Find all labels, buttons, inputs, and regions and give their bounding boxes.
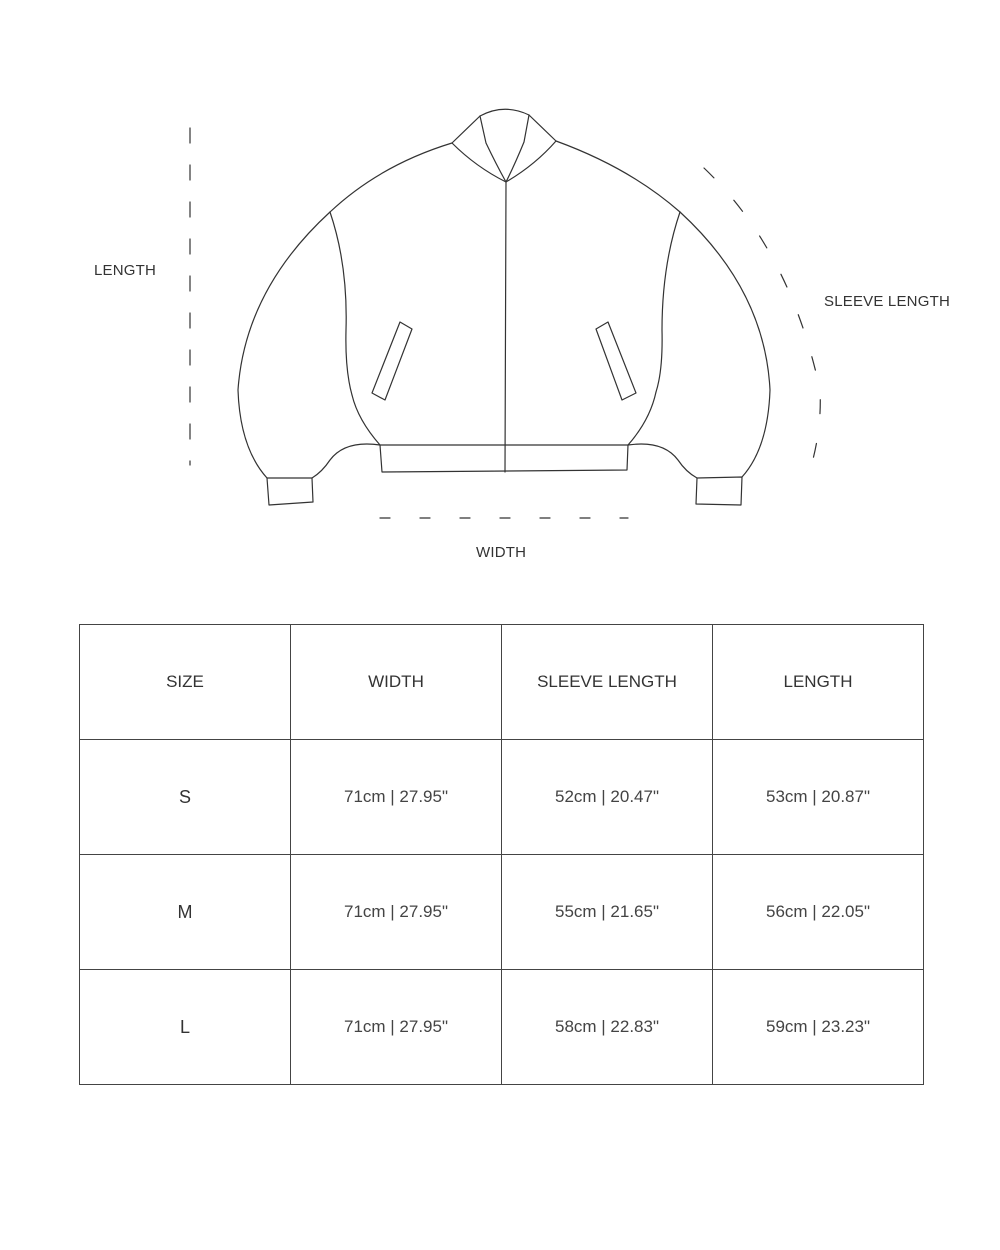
header-width: WIDTH (291, 625, 502, 740)
zipper-line (505, 182, 506, 472)
length-cell: 59cm | 23.23" (713, 970, 924, 1085)
right-sleeve-seam (656, 212, 680, 392)
sleeve-dimension-line (704, 168, 820, 470)
left-sleeve-inner (312, 395, 380, 478)
right-pocket (596, 322, 636, 400)
width-cell: 71cm | 27.95" (291, 740, 502, 855)
left-sleeve-seam (330, 212, 352, 395)
header-size: SIZE (80, 625, 291, 740)
collar-outline (452, 109, 556, 182)
right-sleeve-inner (628, 392, 697, 478)
sleeve-length-cell: 58cm | 22.83" (502, 970, 713, 1085)
left-sleeve-outer (238, 212, 330, 478)
right-cuff (696, 477, 742, 505)
width-cell: 71cm | 27.95" (291, 970, 502, 1085)
header-length: LENGTH (713, 625, 924, 740)
sleeve-length-cell: 55cm | 21.65" (502, 855, 713, 970)
table-row (80, 740, 924, 855)
table-row (80, 970, 924, 1085)
length-label: LENGTH (94, 262, 157, 279)
left-shoulder (330, 143, 452, 212)
left-pocket (372, 322, 412, 400)
size-chart-table (79, 624, 924, 1085)
sleeve-length-cell: 52cm | 20.47" (502, 740, 713, 855)
size-cell: L (80, 970, 291, 1085)
length-cell: 56cm | 22.05" (713, 855, 924, 970)
width-label: WIDTH (476, 544, 527, 561)
jacket-measurement-diagram (0, 0, 1000, 600)
size-cell: S (80, 740, 291, 855)
table-header-row (80, 625, 924, 740)
left-cuff (267, 478, 313, 505)
right-sleeve-outer (680, 212, 770, 477)
right-shoulder (556, 141, 680, 212)
hem-band (380, 445, 628, 472)
sleeve-length-label: SLEEVE LENGTH (824, 293, 950, 310)
width-cell: 71cm | 27.95" (291, 855, 502, 970)
size-cell: M (80, 855, 291, 970)
header-sleeve-length: SLEEVE LENGTH (502, 625, 713, 740)
length-cell: 53cm | 20.87" (713, 740, 924, 855)
table-row (80, 855, 924, 970)
